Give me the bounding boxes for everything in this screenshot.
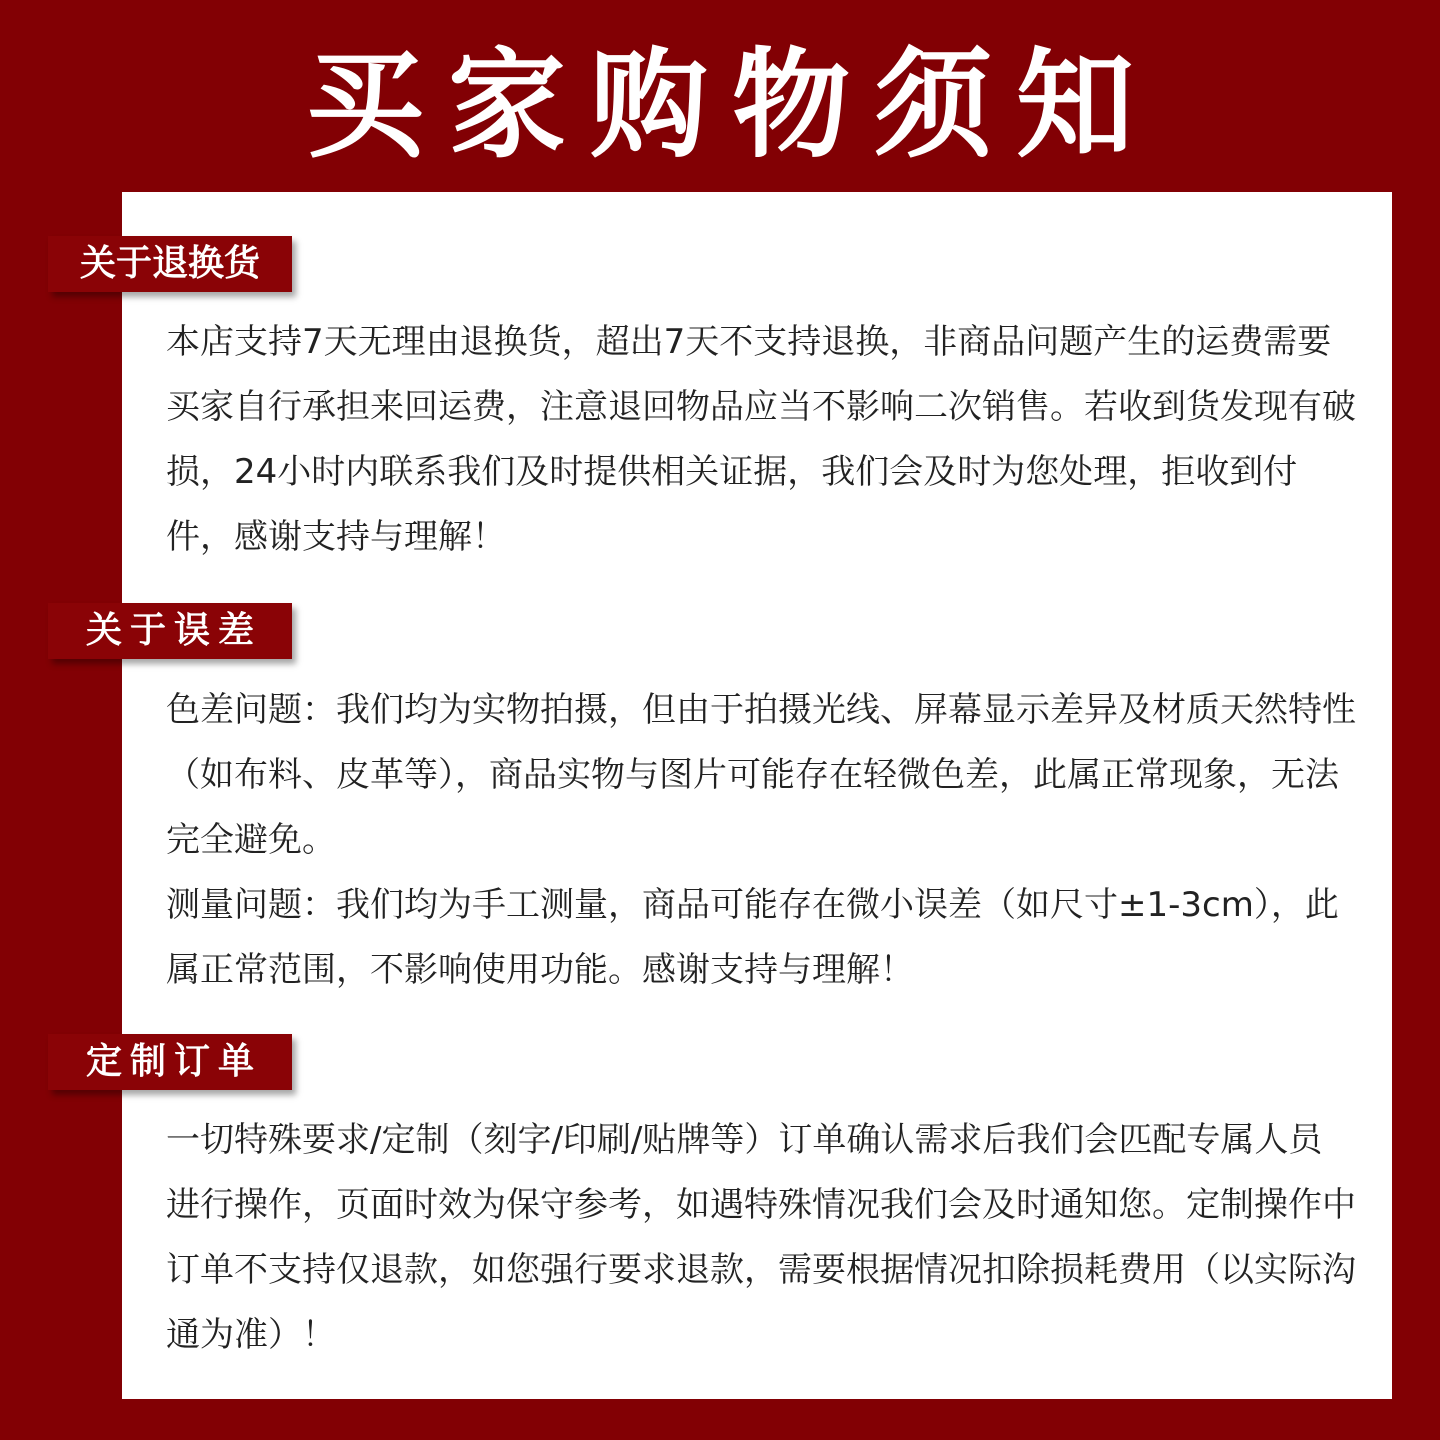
custom-order-paragraph: 一切特殊要求/定制（刻字/印刷/贴牌等）订单确认需求后我们会匹配专属人员进行操作，页面时效为保守参考，如遇特殊情况我们会及时通知您。定制操作中订单不支持仅退款，如您强行要求退款，需要根据情况扣除损耗费用（以实际沟通为准）！: [166, 1120, 1356, 1355]
section-heading-returns: 关于退换货: [48, 236, 292, 292]
measurement-paragraph: 测量问题：我们均为手工测量，商品可能存在微小误差（如尺寸±1-3cm），此属正常范围，不影响使用功能。感谢支持与理解！: [166, 885, 1339, 990]
section-body-returns: [166, 310, 1356, 570]
returns-paragraph: 本店支持7天无理由退换货，超出7天不支持退换，非商品问题产生的运费需要买家自行承担来回运费，注意退回物品应当不影响二次销售。若收到货发现有破损，24小时内联系我们及时提供相关证据，我们会及时为您处理，拒收到付件，感谢支持与理解！: [166, 322, 1356, 557]
section-heading-custom: 定制订单: [48, 1034, 292, 1090]
section-body-errors: [166, 678, 1356, 1003]
section-body-custom: [166, 1108, 1356, 1368]
color-difference-paragraph: 色差问题：我们均为实物拍摄，但由于拍摄光线、屏幕显示差异及材质天然特性（如布料、皮革等），商品实物与图片可能存在轻微色差，此属正常现象，无法完全避免。: [166, 690, 1356, 860]
section-heading-errors: 关于误差: [48, 603, 292, 659]
page-title: 买家购物须知: [305, 36, 1158, 174]
